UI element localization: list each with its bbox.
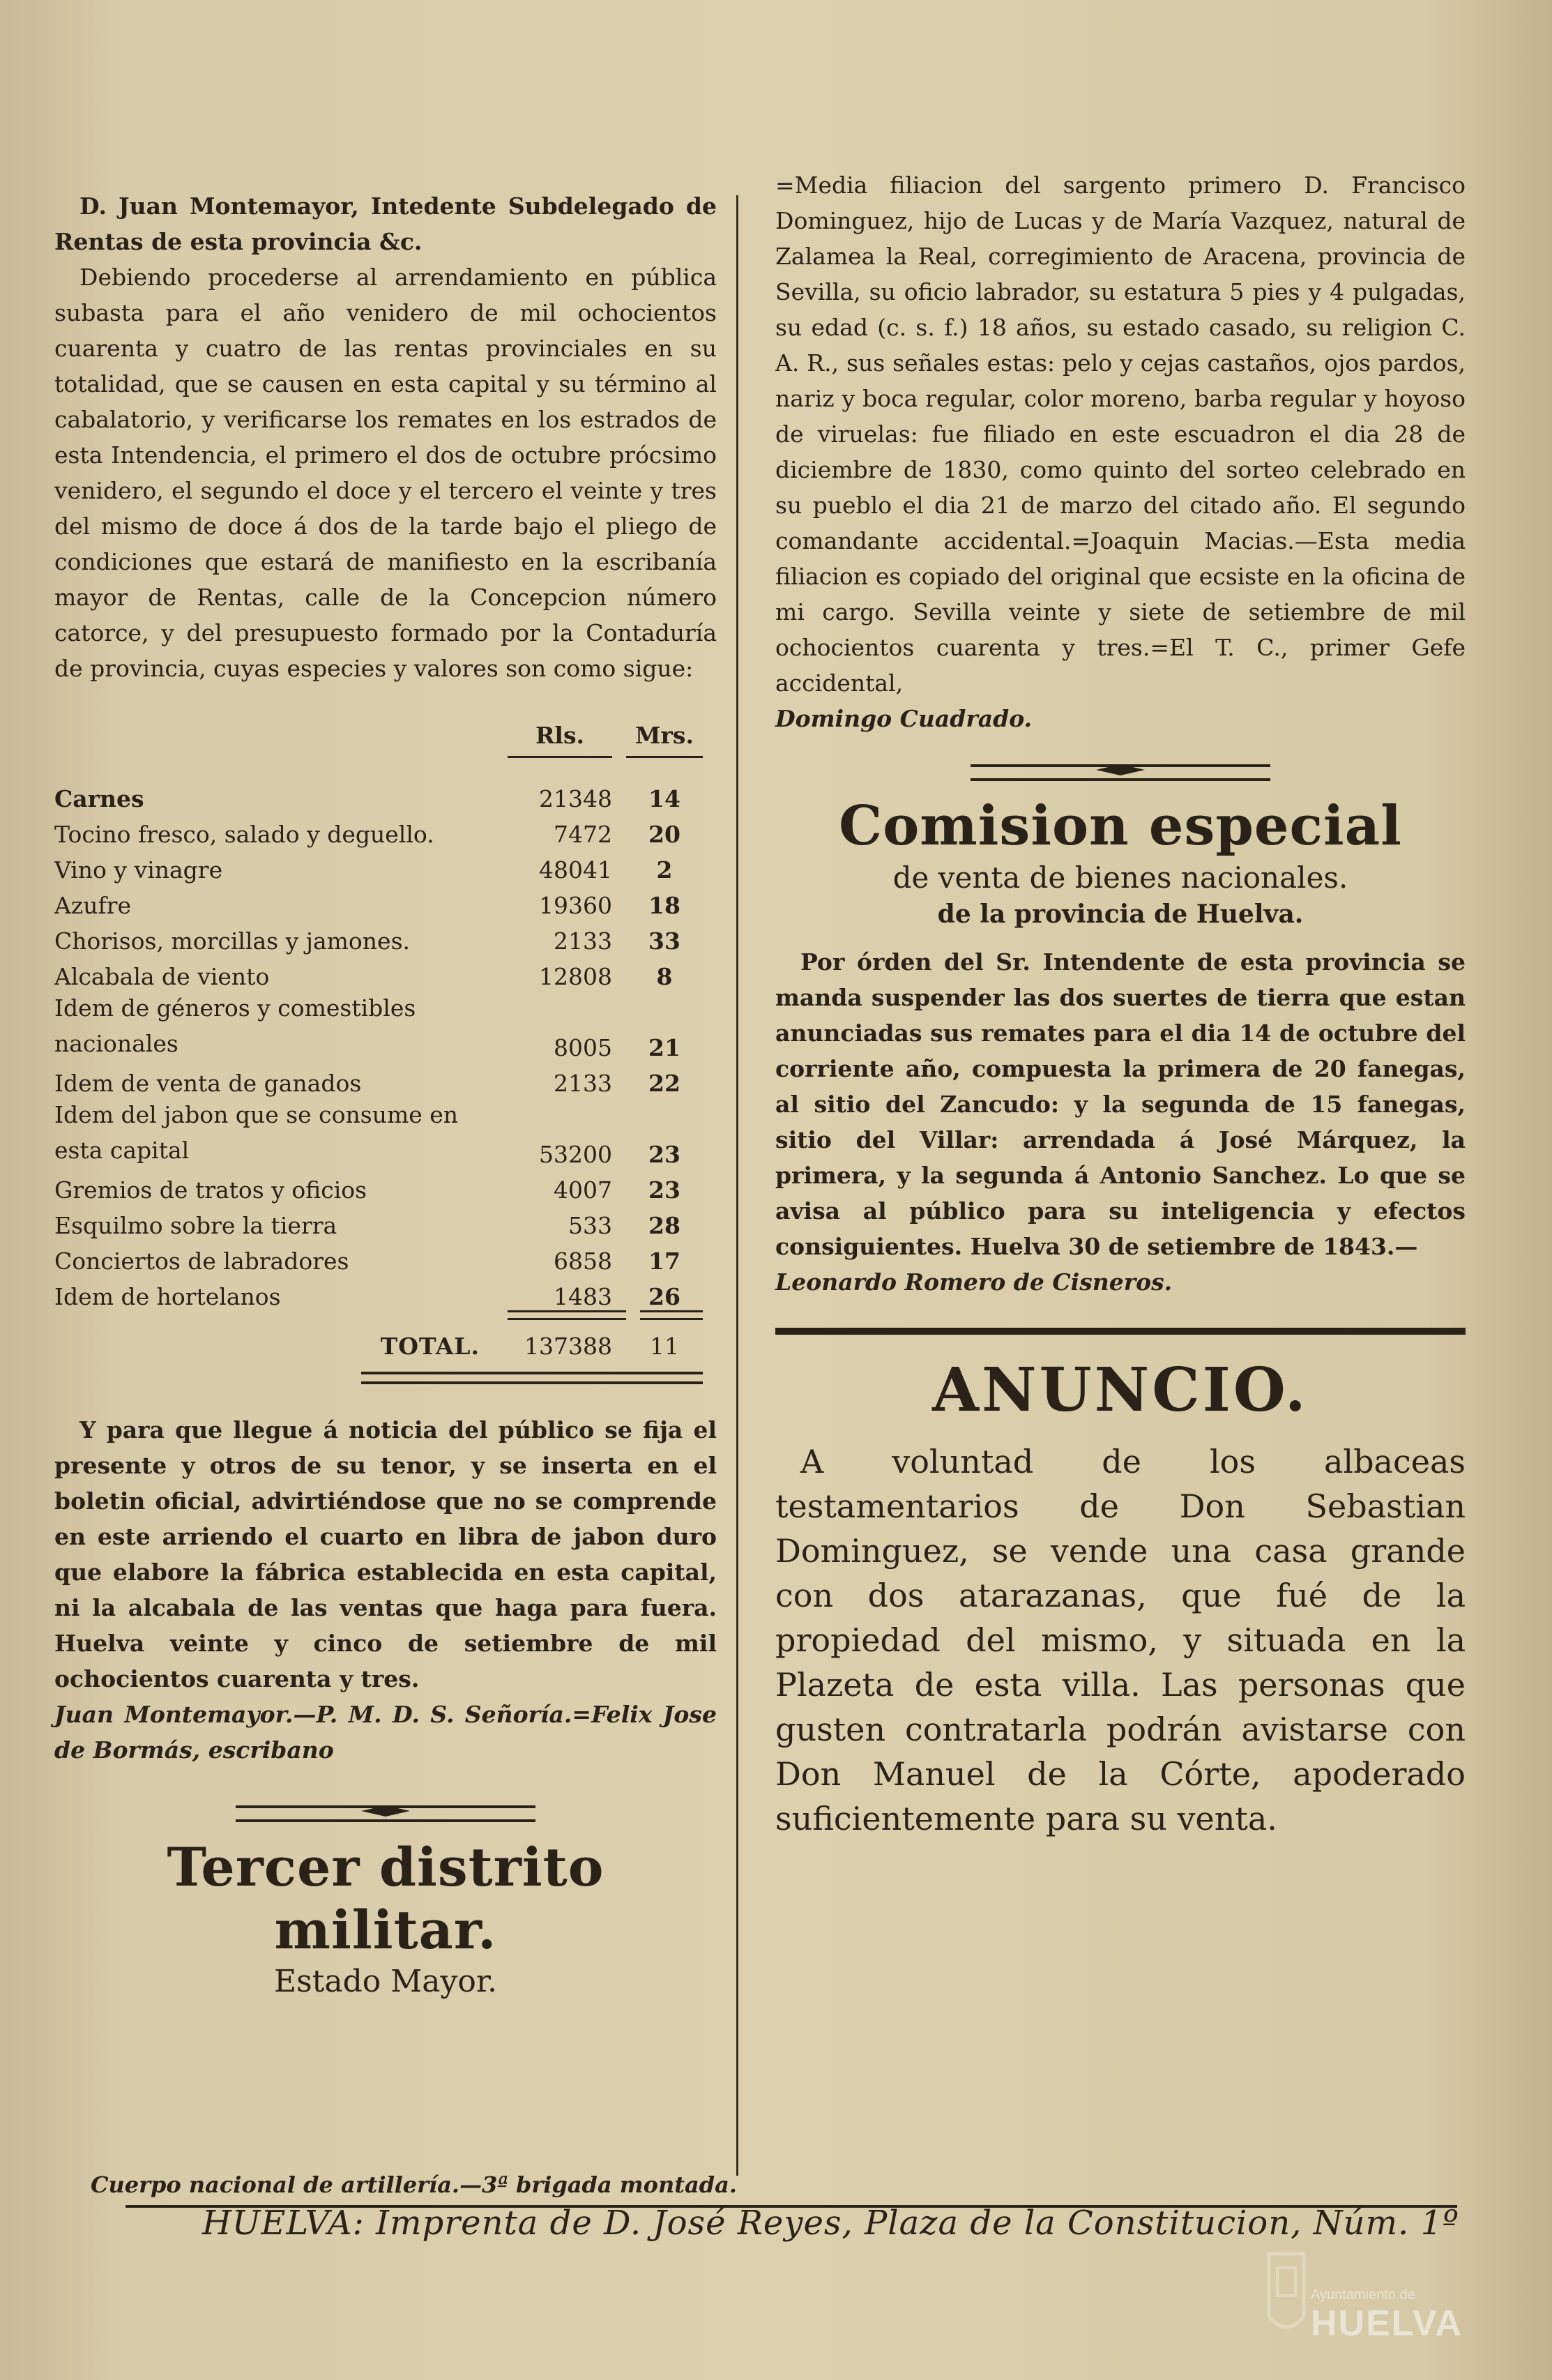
row-label: Idem de hortelanos [54,1283,281,1310]
row-rls: 2133 [554,927,612,955]
table-row [54,919,703,955]
row-label: Tocino fresco, salado y deguello. [54,821,434,848]
comision-body: Por órden del Sr. Intendente de esta provincia se manda suspender las dos suertes de tierra que estan anunciadas sus remates para el dia 14 de octubre del corriente año, compuesta la primera de 20 fanegas, al sitio del Zancudo: y la segunda de 15 fanegas, sitio del Villar: arrendada á José Márquez, la primera, y la segunda á Antonio Sanchez. Lo que se avisa al público para su inteligencia y efectos consiguientes. Huelva 30 de setiembre de 1843.— [775,948,1466,1260]
row-mrs: 28 [648,1212,680,1239]
total-mrs: 11 [650,1332,679,1360]
row-mrs: 21 [648,1034,680,1061]
row-rls: 19360 [539,892,612,919]
filiacion-text: =Media filiacion del sargento primero D. Francisco Dominguez, hijo de Lucas y de María Vazquez, natural de Zalamea la Real, corregimiento de Aracena, provincia de Sevilla, su oficio labrador, su estatura 5 pies y 4 pulgadas, su edad (c. s. f.) 18 años, su estado casado, su religion C. A. R., sus señales estas: pelo y cejas castaños, ojos pardos, nariz y boca regular, color moreno, barba regular y hoyoso de viruelas: fue filiado en este escuadron el dia 28 de diciembre de 1830, como quinto del sorteo celebrado en su pueblo el dia 21 de marzo del citado año. El segundo comandante accidental.=Joaquin Macias.—Esta media filiacion es copiado del original que ecsiste en la oficina de mi cargo. Sevilla veinte y siete de setiembre de mil ochocientos cuarenta y tres.=El T. C., primer Gefe accidental, [775,172,1466,697]
table-row [54,990,703,1061]
row-rls: 4007 [554,1176,612,1204]
sum-rules [54,1310,703,1326]
row-label: Conciertos de labradores [54,1248,349,1275]
row-label: Idem de géneros y comestibles nacionales [54,994,416,1057]
watermark-big: HUELVA [1311,2303,1463,2344]
row-rls: 1483 [554,1283,612,1310]
ornament-divider [971,764,1270,781]
watermark-small: Ayuntamiento de [1311,2287,1415,2303]
imprenta-footer: HUELVA: Imprenta de D. José Reyes, Plaza de la Constitucion, Núm. 1º [202,2204,1459,2243]
header-rules [54,749,703,777]
table-header [54,704,703,749]
table-row [54,848,703,884]
row-mrs: 23 [648,1176,680,1204]
row-rls: 53200 [539,1141,612,1168]
table-body [54,777,703,1310]
row-label: Esquilmo sobre la tierra [54,1212,337,1239]
col-header-rls: Rls. [535,722,585,749]
notice-intro: Debiendo procederse al arrendamiento en pública subasta para el año venidero de mil ochocientos cuarenta y cuatro de las rentas provinciales en su totalidad, que se causen en esta capital y su término al cabalatorio, y verificarse los remates en los estrados de esta Intendencia, el primero el dos de octubre prócsimo venidero, el segundo el doce y el tercero el veinte y tres del mismo de doce á dos de la tarde bajo el pliego de condiciones que estará de manifiesto en la escribanía mayor de Rentas, calle de la Concepcion número catorce, y del presupuesto formado por la Contaduría de provincia, cuyas especies y valores son como sigue: [54,264,717,682]
table-row [54,812,703,848]
notice-closing: Y para que llegue á noticia del público se fija el presente y otros de su tenor, y se inserta en el boletin oficial, advirtiéndose que no se comprende en este arriendo el cuarto en libra de jabon duro que elabore la fábrica establecida en esta capital, ni la alcabala de las ventas que haga para fuera. Huelva veinte y cinco de setiembre de mil ochocientos cuarenta y tres. [54,1416,717,1692]
anuncio-body: A voluntad de los albaceas testamentarios de Don Sebastian Dominguez, se vende una casa grande con dos atarazanas, que fué de la propiedad del mismo, y situada en la Plazeta de esta villa. Las personas que gusten contratarla podrán avistarse con Don Manuel de la Córte, apoderado suficientemente para su venta. [775,1443,1466,1837]
row-label: Vino y vinagre [54,856,223,884]
col-header-mrs: Mrs. [635,722,694,749]
row-rls: 8005 [554,1034,612,1061]
heavy-divider [775,1328,1466,1335]
row-mrs: 18 [648,892,680,919]
row-mrs: 20 [648,821,680,848]
comision-subtitle-2: de la provincia de Huelva. [937,900,1304,929]
comision-subtitle: de venta de bienes nacionales. [892,861,1348,895]
row-label: Idem del jabon que se consume en esta capital [54,1101,459,1164]
row-mrs: 23 [648,1141,680,1168]
row-mrs: 22 [648,1070,680,1097]
row-label: Idem de venta de ganados [54,1070,362,1097]
row-rls: 6858 [554,1248,612,1275]
row-label: Chorisos, morcillas y jamones. [54,927,411,955]
table-row [54,1275,703,1310]
row-rls: 48041 [539,856,612,884]
notice-signatures: Juan Montemayor.—P. M. D. S. Señoría.=Felix Jose de Bormás, escribano [54,1701,717,1764]
estado-mayor-subtitle: Estado Mayor. [273,1964,498,1999]
table-row [54,1168,703,1204]
row-mrs: 2 [656,856,673,884]
row-rls: 21348 [539,785,612,812]
notice-heading: D. Juan Montemayor, Intedente Subdelegado de Rentas de esta provincia &c. [54,192,717,255]
table-row [54,1204,703,1239]
left-column [54,188,717,2002]
row-mrs: 17 [648,1248,680,1275]
table-row [54,1239,703,1275]
ornament-divider [236,1805,535,1822]
row-rls: 533 [568,1212,612,1239]
row-mrs: 14 [648,785,680,812]
row-label: Azufre [54,892,131,919]
row-mrs: 8 [656,963,673,990]
tercer-distrito-title: Tercer distrito militar. [167,1836,604,1961]
row-label: Carnes [54,785,144,812]
total-rls: 137388 [524,1332,612,1360]
right-column [775,167,1466,1841]
comision-signature: Leonardo Romero de Cisneros. [775,1268,1173,1296]
table-row [54,884,703,919]
rentas-table [54,704,703,1384]
cuerpo-artilleria-line: Cuerpo nacional de artillería.—3ª brigada montada. [91,2171,738,2198]
row-label: Alcabala de viento [54,963,270,990]
row-mrs: 26 [648,1283,680,1310]
table-row [54,1097,703,1168]
total-label: TOTAL. [380,1332,480,1360]
total-row [54,1326,703,1366]
anuncio-title: ANUNCIO. [932,1355,1309,1425]
row-rls: 2133 [554,1070,612,1097]
filiacion-signature: Domingo Cuadrado. [775,705,1033,732]
table-row [54,1061,703,1097]
total-double-rule [361,1372,703,1384]
row-rls: 7472 [554,821,612,848]
table-row [54,955,703,990]
table-row [54,777,703,812]
row-rls: 12808 [539,963,612,990]
comision-title: Comision especial [839,794,1402,858]
row-mrs: 33 [648,927,680,955]
column-divider [736,195,738,2176]
row-label: Gremios de tratos y oficios [54,1176,367,1204]
